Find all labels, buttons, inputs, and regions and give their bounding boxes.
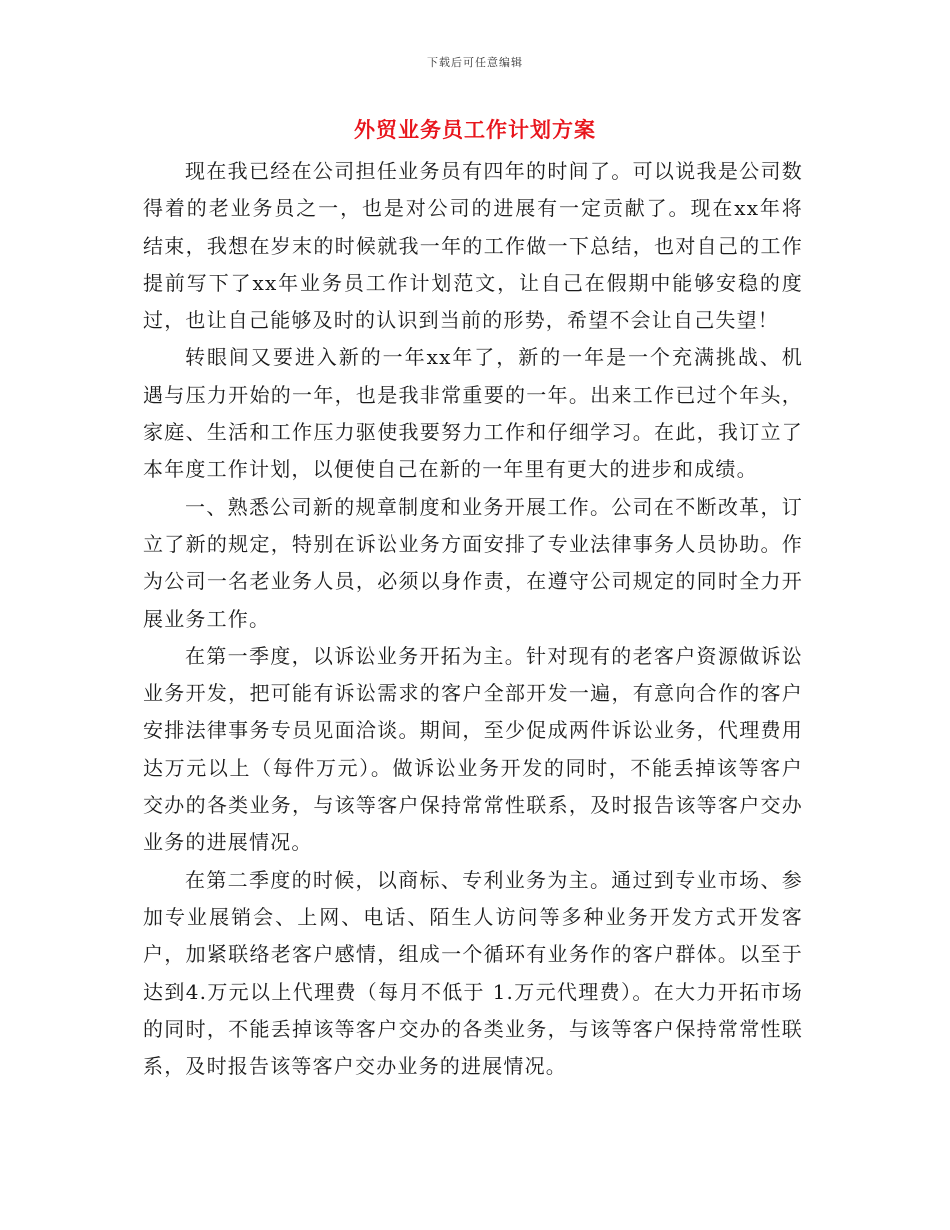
paragraph-first-quarter: 在第一季度，以诉讼业务开拓为主。针对现有的老客户资源做诉讼业务开发，把可能有诉讼需求的客户全部开发一遍，有意向合作的客户安排法律事务专员见面洽谈。期间，至少促成两件诉讼业务，代理费用达万元以上（每件万元）。做诉讼业务开发的同时，不能丢掉该等客户交办的各类业务，与该等客户保持常常性联系，及时报告该等客户交办业务的进展情况。 — [143, 643, 803, 855]
paragraph-new-year: 转眼间又要进入新的一年xx年了，新的一年是一个充满挑战、机遇与压力开始的一年，也是我非常重要的一年。出来工作已过个年头，家庭、生活和工作压力驱使我要努力工作和仔细学习。在此，我订立了本年度工作计划，以便使自己在新的一年里有更大的进步和成绩。 — [143, 345, 803, 482]
document-title: 外贸业务员工作计划方案 — [354, 117, 596, 142]
header-note: 下载后可任意编辑 — [427, 56, 523, 69]
document-body — [143, 153, 803, 1085]
paragraph-intro: 现在我已经在公司担任业务员有四年的时间了。可以说我是公司数得着的老业务员之一，也是对公司的进展有一定贡献了。现在xx年将结束，我想在岁末的时候就我一年的工作做一下总结，也对自己的工作提前写下了xx年业务员工作计划范文，让自己在假期中能够安稳的度过，也让自己能够及时的认识到当前的形势，希望不会让自己失望！ — [143, 159, 803, 333]
paragraph-second-quarter: 在第二季度的时候，以商标、专利业务为主。通过到专业市场、参加专业展销会、上网、电话、陌生人访问等多种业务开发方式开发客户，加紧联络老客户感情，组成一个循环有业务作的客户群体。以至于达到4.万元以上代理费（每月不低于 1.万元代理费）。在大力开拓市场的同时，不能丢掉该等客户交办的各类业务，与该等客户保持常常性联系，及时报告该等客户交办业务的进展情况。 — [143, 867, 803, 1079]
paragraph-section-one: 一、熟悉公司新的规章制度和业务开展工作。公司在不断改革，订立了新的规定，特别在诉讼业务方面安排了专业法律事务人员协助。作为公司一名老业务人员，必须以身作责，在遵守公司规定的同时全力开展业务工作。 — [143, 494, 803, 631]
